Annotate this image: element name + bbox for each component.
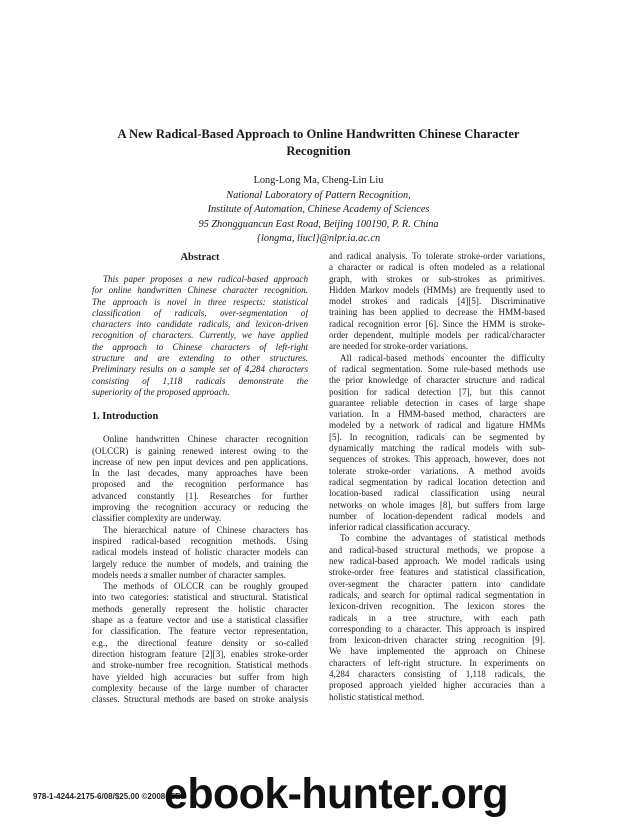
body-line: classes. Structural methods are based on stroke analysis	[92, 694, 308, 705]
affiliation-line: National Laboratory of Pattern Recognition,	[226, 189, 411, 201]
body-line: radicals, and search for optimal radical segmentation in	[329, 589, 545, 600]
body-line: direction histogram feature [2][3], enables stroke-order	[92, 648, 308, 659]
body-line: In the last decades, many approaches have been	[92, 468, 308, 479]
copyright-footer: 978-1-4244-2175-6/08/$25.00 ©2008 IEEE	[33, 792, 186, 801]
section-heading-introduction: 1. Introduction	[92, 411, 159, 423]
body-line: Hidden Markov models (HMMs) are frequently used to	[329, 284, 545, 295]
body-line: model strokes and radicals [4][5]. Discriminative	[329, 296, 545, 307]
body-line: largely reduce the number of models, and training the	[92, 558, 308, 569]
body-line: methods generally represent the holistic character	[92, 603, 308, 614]
body-line: advanced constantly [1]. Researches for further	[92, 490, 308, 501]
author-names: Long-Long Ma, Cheng-Lin Liu	[253, 175, 384, 186]
abstract-line: for online handwritten Chinese character recognition.	[92, 285, 308, 296]
body-line: proposed and the recognition performance has	[92, 479, 308, 490]
body-line: The hierarchical nature of Chinese characters has	[103, 524, 308, 535]
body-line: corresponding to a character. This approach is inspired	[329, 623, 545, 634]
intro-paragraph	[92, 525, 308, 581]
body-line: complexity because of the large number of character	[92, 682, 308, 693]
body-line: variation. In a HMM-based method, characters are	[329, 409, 545, 420]
body-paragraph	[329, 251, 545, 353]
body-line: stroke-order free features and statistical classification,	[329, 567, 545, 578]
abstract-line: superiority of the proposed approach.	[92, 386, 230, 397]
body-line: increase of new pen input devices and pen applications.	[92, 456, 308, 467]
body-line: tolerate stroke-order variations. A method avoids	[329, 465, 545, 476]
body-line: models needs a smaller number of character samples.	[92, 569, 286, 580]
body-line: from lexicon-driven character string recognition [9].	[329, 635, 545, 646]
body-line: inferior radical classification accuracy.	[329, 522, 470, 533]
title-line: Recognition	[286, 144, 351, 158]
body-line: (OLCCR) is gaining renewed interest owing to the	[92, 445, 308, 456]
body-line: order dependent, multiple models per radical/character	[329, 330, 545, 341]
body-line: into two categories: statistical and structural. Statistical	[92, 592, 308, 603]
body-line: the prior knowledge of character structure and radical	[329, 375, 545, 386]
body-line: radicals in a tree structure, with each path	[329, 612, 545, 623]
watermark-text: ebook-hunter.org	[164, 770, 508, 818]
abstract-line: structure and are extending to other structures.	[92, 353, 308, 364]
body-line: modeled by a network of radical and ligature HMMs	[329, 420, 545, 431]
abstract-line: Preliminary results on a sample set of 4,284 characters	[92, 364, 308, 375]
body-line: graph, with strokes or sub-strokes as primitives.	[329, 273, 545, 284]
body-line: networks on whole images [8], but suffers from large	[329, 499, 545, 510]
body-line: sequences of strokes. This approach, however, does not	[329, 454, 545, 465]
body-line: shape as a feature vector and use a statistical classifier	[92, 615, 308, 626]
body-line: lexicon-driven recognition. The lexicon stores the	[329, 601, 545, 612]
intro-paragraph	[92, 434, 308, 524]
body-line: over-segment the character pattern into candidate	[329, 578, 545, 589]
body-line: guarantee reliable detection in cases of large shape	[329, 397, 545, 408]
abstract-line: recognition of characters. Currently, we have applied	[92, 330, 308, 341]
abstract-line: consisting of 1,118 radicals demonstrate the	[92, 375, 308, 386]
body-line: number of location-dependent radical models and	[329, 510, 545, 521]
body-line: and radical-based structural methods, we propose a	[329, 544, 545, 555]
abstract-body	[92, 274, 308, 398]
body-line: improving the recognition accuracy or reducing the	[92, 502, 308, 513]
body-line: radical models instead of holistic character models can	[92, 547, 308, 558]
body-line: [5]. In recognition, radicals can be segmented by	[329, 431, 545, 442]
body-line: All radical-based methods encounter the difficulty	[340, 352, 545, 363]
body-paragraph	[329, 533, 545, 702]
body-line: have yielded high accuracies but suffer from high	[92, 671, 308, 682]
body-line: are needed for stroke-order variations.	[329, 341, 469, 352]
body-line: inspired radical-based recognition methods. Using	[92, 535, 308, 546]
abstract-line: classification of radicals, over-segmentation of	[92, 307, 308, 318]
body-line: 4,284 characters consisting of 1,118 radicals, the	[329, 668, 545, 679]
body-line: To combine the advantages of statistical methods	[340, 533, 545, 544]
body-line: dynamically matching the radical models with sub-	[329, 443, 545, 454]
abstract-line: the approach to Chinese characters of left-right	[92, 341, 308, 352]
body-line: The methods of OLCCR can be roughly grouped	[103, 581, 308, 592]
body-line: of radical segmentation. Some rule-based methods use	[329, 363, 545, 374]
body-line: a character or radical is often modeled as a relational	[329, 262, 545, 273]
body-line: classifier complexity are underway.	[92, 513, 222, 524]
body-line: and stroke-number free recognition. Statistical methods	[92, 660, 308, 671]
body-line: characters of left-right structure. In experiments on	[329, 657, 545, 668]
body-paragraph	[329, 353, 545, 534]
body-line: proposed approach yielded higher accuracies than a	[329, 680, 545, 691]
author-email: {longma, liucl}@nlpr.ia.ac.cn	[256, 233, 381, 245]
body-line: radical segmentation by radical location detection and	[329, 476, 545, 487]
body-line: training has been applied to decrease the HMM-based	[329, 307, 545, 318]
right-column	[329, 251, 545, 703]
paper-title	[90, 126, 547, 160]
abstract-heading: Abstract	[180, 252, 220, 263]
affiliation-line: Institute of Automation, Chinese Academy of Sciences	[207, 204, 430, 216]
affiliation-line: 95 Zhongguancun East Road, Beijing 100190, P. R. China	[198, 218, 439, 230]
body-line: radical recognition error [6]. Since the HMM is stroke-	[329, 318, 545, 329]
body-line: position for radical detection [7], but this cannot	[329, 386, 545, 397]
author-block	[90, 174, 547, 247]
abstract-line: This paper proposes a new radical-based approach	[103, 274, 308, 284]
title-line: A New Radical-Based Approach to Online Handwritten Chinese Character	[117, 127, 520, 141]
body-line: and radical analysis. To tolerate stroke-order variations,	[329, 251, 545, 261]
body-line: Online handwritten Chinese character recognition	[103, 434, 308, 445]
intro-paragraph	[92, 581, 308, 705]
body-line: location-based radical classification using neural	[329, 488, 545, 499]
left-column	[92, 250, 308, 705]
body-line: holistic statistical method.	[329, 691, 425, 702]
body-line: e.g., the directional feature density or so-called	[92, 637, 308, 648]
abstract-line: characters into candidate radicals, and lexicon-driven	[92, 319, 308, 330]
body-line: We have implemented the approach on Chinese	[329, 646, 545, 657]
body-line: new radical-based approach. We model radicals using	[329, 556, 545, 567]
abstract-line: The approach is novel in three respects: statistical	[92, 296, 308, 307]
body-line: for classification. The feature vector representation,	[92, 626, 308, 637]
